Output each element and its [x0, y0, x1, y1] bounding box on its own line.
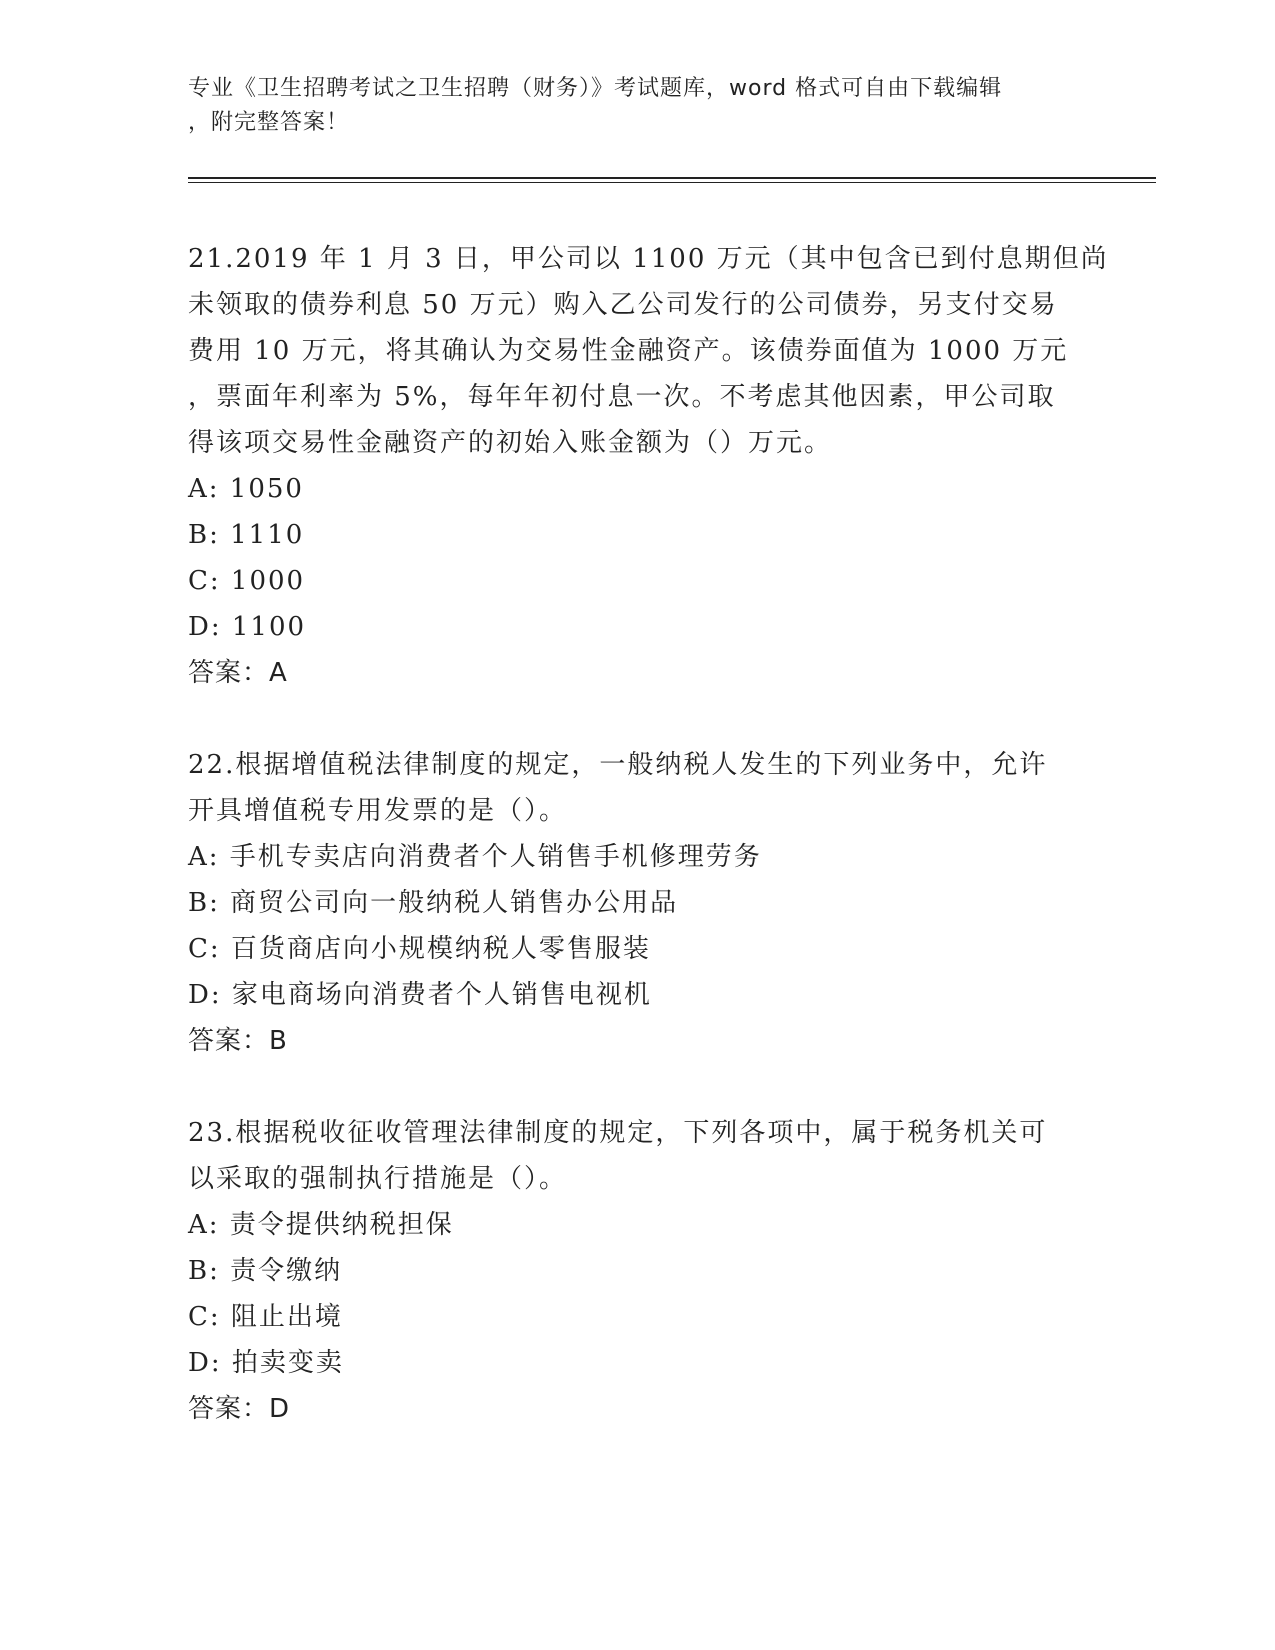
option-c: C: 阻止出境 [188, 1302, 343, 1332]
header-line: ，附完整答案！ [188, 110, 350, 135]
question-text: 22.根据增值税法律制度的规定，一般纳税人发生的下列业务中，允许 [188, 750, 1048, 780]
question-text: 未领取的债券利息 50 万元）购入乙公司发行的公司债券，另支付交易 [188, 290, 1058, 320]
question-text: 以采取的强制执行措施是（）。 [188, 1164, 568, 1194]
option-d: D: 1100 [188, 612, 307, 642]
question-text: 得该项交易性金融资产的初始入账金额为（）万元。 [188, 428, 833, 458]
option-b: B: 商贸公司向一般纳税人销售办公用品 [188, 888, 679, 918]
option-d: D: 家电商场向消费者个人销售电视机 [188, 980, 652, 1010]
header-divider-thin [188, 182, 1156, 183]
question-text: 费用 10 万元，将其确认为交易性金融资产。该债券面值为 1000 万元 [188, 336, 1069, 366]
option-d: D: 拍卖变卖 [188, 1348, 344, 1378]
answer-label: 答案：D [188, 1394, 291, 1424]
question-list [188, 236, 1109, 1478]
option-a: A: 1050 [188, 474, 304, 504]
question-text: ，票面年利率为 5%，每年年初付息一次。不考虑其他因素，甲公司取 [188, 382, 1056, 412]
question-21 [188, 236, 1109, 696]
question-22 [188, 742, 1088, 1064]
option-b: B: 责令缴纳 [188, 1256, 343, 1286]
header-divider-thick [188, 177, 1156, 179]
answer-label: 答案：A [188, 658, 288, 688]
option-c: C: 1000 [188, 566, 306, 596]
answer-label: 答案：B [188, 1026, 288, 1056]
question-text: 23.根据税收征收管理法律制度的规定，下列各项中，属于税务机关可 [188, 1118, 1048, 1148]
question-23 [188, 1110, 1088, 1432]
option-b: B: 1110 [188, 520, 305, 550]
option-a: A: 手机专卖店向消费者个人销售手机修理劳务 [188, 842, 762, 872]
header-line: 专业《卫生招聘考试之卫生招聘（财务）》考试题库，word 格式可自由下载编辑 [188, 76, 1003, 101]
option-a: A: 责令提供纳税担保 [188, 1210, 454, 1240]
question-text: 开具增值税专用发票的是（）。 [188, 796, 568, 826]
question-text: 21.2019 年 1 月 3 日，甲公司以 1100 万元（其中包含已到付息期但尚 [188, 244, 1109, 274]
document-header [188, 72, 1088, 140]
option-c: C: 百货商店向小规模纳税人零售服装 [188, 934, 651, 964]
